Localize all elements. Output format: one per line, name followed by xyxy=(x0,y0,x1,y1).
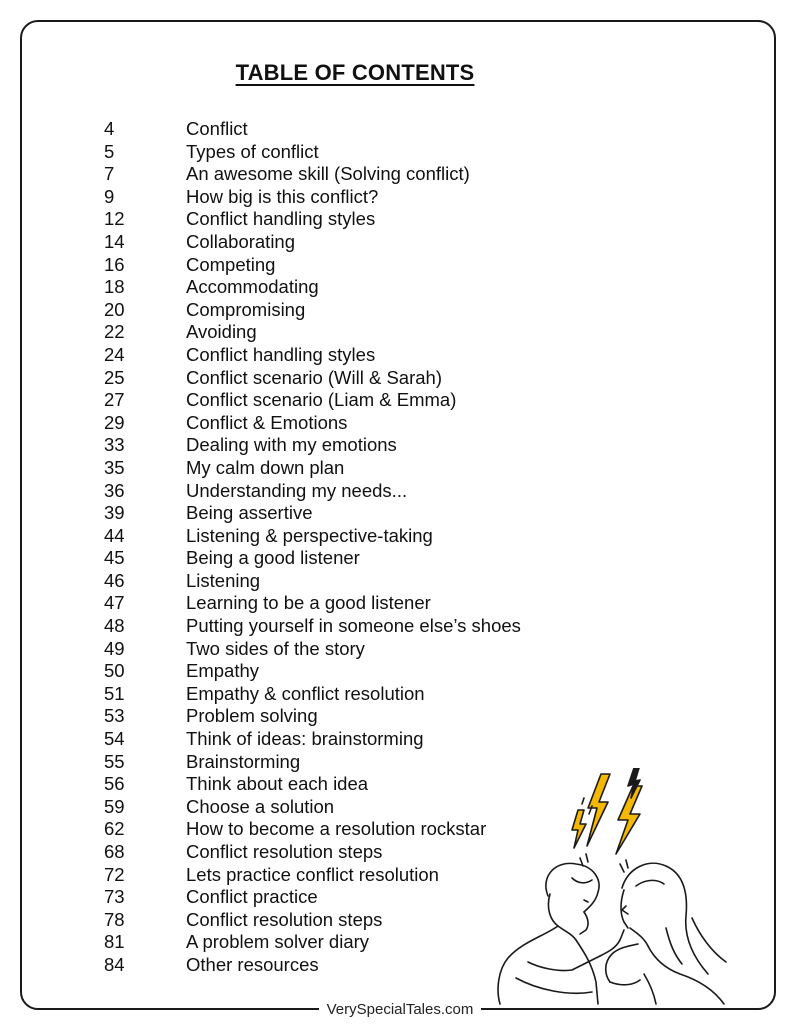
toc-entry-label: Understanding my needs... xyxy=(186,479,408,501)
toc-entry xyxy=(104,254,604,277)
toc-entry xyxy=(104,638,604,661)
lightning-bolt-icon xyxy=(572,810,586,848)
toc-page-number: 25 xyxy=(104,366,125,388)
toc-page-number: 12 xyxy=(104,208,125,230)
toc-entry-label: Brainstorming xyxy=(186,750,301,772)
toc-page-number: 45 xyxy=(104,547,125,569)
toc-page-number: 4 xyxy=(104,118,115,139)
toc-entry-label: Conflict & Emotions xyxy=(186,411,348,433)
toc-page-number: 33 xyxy=(104,434,125,456)
toc-page-number: 59 xyxy=(104,795,125,817)
toc-entry-label: Lets practice conflict resolution xyxy=(186,863,439,885)
toc-entry-label: Two sides of the story xyxy=(186,637,365,659)
toc-entry-label: An awesome skill (Solving conflict) xyxy=(186,163,470,185)
toc-page-number: 48 xyxy=(104,615,125,637)
toc-entry xyxy=(104,141,604,164)
toc-page-number: 50 xyxy=(104,660,125,682)
toc-entry xyxy=(104,163,604,186)
toc-entry xyxy=(104,683,604,706)
toc-entry-label: Compromising xyxy=(186,298,306,320)
toc-entry-label: Conflict xyxy=(186,118,248,139)
toc-page-number: 39 xyxy=(104,502,125,524)
toc-page-number: 36 xyxy=(104,479,125,501)
toc-entry-label: Conflict resolution steps xyxy=(186,841,383,862)
toc-page-number: 5 xyxy=(104,140,115,162)
toc-entry xyxy=(104,705,604,728)
toc-page-number: 18 xyxy=(104,276,125,298)
toc-entry-label: Conflict handling styles xyxy=(186,343,376,365)
toc-page-number: 51 xyxy=(104,682,125,704)
toc-page-number: 56 xyxy=(104,773,125,795)
toc-entry-label: Think about each idea xyxy=(186,773,369,795)
toc-entry xyxy=(104,480,604,503)
toc-entry-label: Conflict scenario (Will & Sarah) xyxy=(186,366,442,388)
toc-entry xyxy=(104,186,604,209)
toc-entry-label: Conflict resolution steps xyxy=(186,908,383,930)
toc-entry-label: Collaborating xyxy=(186,230,296,252)
toc-entry xyxy=(104,321,604,344)
toc-entry xyxy=(104,412,604,435)
toc-entry-label: How to become a resolution rockstar xyxy=(186,818,487,840)
toc-entry-label: My calm down plan xyxy=(186,456,345,478)
toc-entry-label: Empathy xyxy=(186,660,260,682)
toc-entry-label: Being assertive xyxy=(186,502,313,524)
toc-entry-label: Being a good listener xyxy=(186,547,360,569)
toc-page-number: 27 xyxy=(104,389,125,411)
toc-entry xyxy=(104,389,604,412)
toc-entry-label: Other resources xyxy=(186,953,319,975)
toc-page-number: 14 xyxy=(104,230,125,252)
toc-page-number: 7 xyxy=(104,163,115,185)
toc-entry xyxy=(104,299,604,322)
toc-entry-label: Think of ideas: brainstorming xyxy=(186,728,424,750)
toc-page-number: 9 xyxy=(104,185,115,207)
toc-entry xyxy=(104,231,604,254)
toc-entry xyxy=(104,344,604,367)
toc-entry xyxy=(104,547,604,570)
toc-entry-label: Avoiding xyxy=(186,321,257,343)
toc-page-number: 44 xyxy=(104,524,125,546)
toc-entry xyxy=(104,615,604,638)
toc-page-number: 54 xyxy=(104,728,125,750)
toc-page-number: 81 xyxy=(104,931,125,953)
toc-entry xyxy=(104,728,604,751)
toc-page-number: 46 xyxy=(104,569,125,591)
toc-entry-label: Dealing with my emotions xyxy=(186,434,397,456)
toc-entry-label: Conflict scenario (Liam & Emma) xyxy=(186,389,457,411)
toc-entry-label: A problem solver diary xyxy=(186,931,370,953)
toc-entry-label: How big is this conflict? xyxy=(186,185,379,207)
toc-page-number: 78 xyxy=(104,908,125,930)
footer-website: VerySpecialTales.com xyxy=(319,1001,482,1018)
toc-entry xyxy=(104,457,604,480)
toc-entry xyxy=(104,118,604,141)
page-title: TABLE OF CONTENTS xyxy=(235,60,475,85)
toc-page-number: 22 xyxy=(104,321,125,343)
toc-page-number: 24 xyxy=(104,343,125,365)
toc-entry-label: Types of conflict xyxy=(186,140,319,162)
lightning-bolt-icon xyxy=(616,786,642,854)
toc-page-number: 20 xyxy=(104,298,125,320)
toc-entry xyxy=(104,434,604,457)
toc-entry-label: Listening & perspective-taking xyxy=(186,524,433,546)
toc-entry-label: Competing xyxy=(186,253,276,275)
toc-page-number: 72 xyxy=(104,863,125,885)
toc-page-number: 49 xyxy=(104,637,125,659)
toc-entry-label: Choose a solution xyxy=(186,795,335,817)
toc-entry xyxy=(104,525,604,548)
toc-page-number: 62 xyxy=(104,818,125,840)
toc-page-number: 16 xyxy=(104,253,125,275)
toc-page-number: 29 xyxy=(104,411,125,433)
toc-entry-label: Learning to be a good listener xyxy=(186,592,431,614)
toc-entry xyxy=(104,660,604,683)
toc-entry xyxy=(104,502,604,525)
toc-page-number: 35 xyxy=(104,456,125,478)
toc-entry-label: Putting yourself in someone else’s shoes xyxy=(186,615,521,637)
toc-page-number: 84 xyxy=(104,953,125,975)
toc-page-number: 53 xyxy=(104,705,125,727)
toc-entry xyxy=(104,208,604,231)
toc-page-number: 55 xyxy=(104,750,125,772)
toc-page-number: 68 xyxy=(104,841,125,862)
toc-page-number: 73 xyxy=(104,886,125,908)
toc-entry xyxy=(104,592,604,615)
toc-entry-label: Accommodating xyxy=(186,276,319,298)
toc-entry-label: Conflict practice xyxy=(186,886,318,908)
arguing-couple-lightning-icon xyxy=(488,768,738,1008)
toc-entry-label: Conflict handling styles xyxy=(186,208,376,230)
toc-page-number: 47 xyxy=(104,592,125,614)
toc-entry xyxy=(104,276,604,299)
toc-entry xyxy=(104,367,604,390)
toc-entry-label: Problem solving xyxy=(186,705,318,727)
toc-entry-label: Listening xyxy=(186,569,261,591)
toc-entry xyxy=(104,570,604,593)
toc-entry-label: Empathy & conflict resolution xyxy=(186,682,425,704)
